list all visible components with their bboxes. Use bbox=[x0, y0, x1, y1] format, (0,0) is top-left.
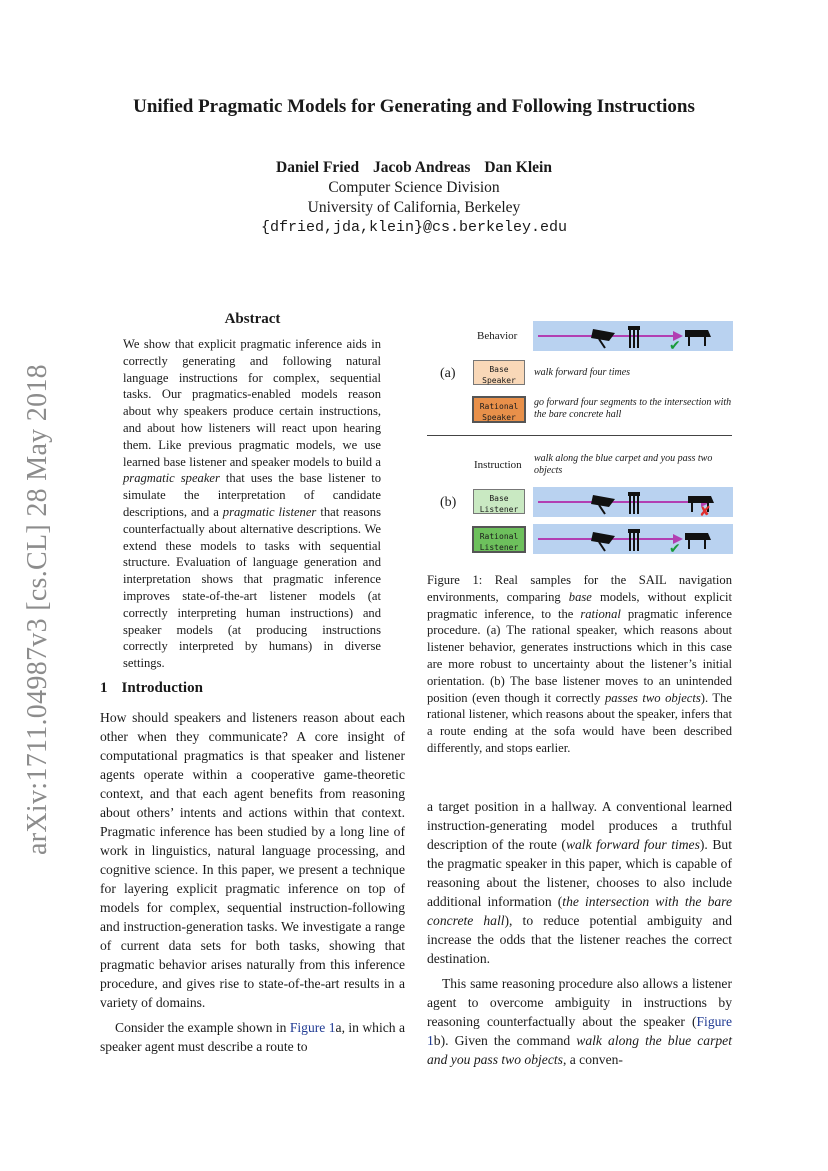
paper-title: Unified Pragmatic Models for Generating and Following Instructions bbox=[133, 96, 695, 117]
text-emphasis: walk along the blue carpet and you pass two objects bbox=[427, 1033, 732, 1067]
base-listener-box: Base Listener bbox=[473, 489, 525, 514]
check-icon: ✔ bbox=[669, 338, 681, 351]
caption-emphasis: rational bbox=[580, 606, 621, 621]
author-names bbox=[0, 158, 828, 178]
abstract-text bbox=[123, 336, 381, 672]
base-listener-strip bbox=[533, 487, 733, 517]
text-span: a target position in a hallway. A conventional learned instruction-generating model produces a truthful description of the route ( bbox=[427, 799, 732, 852]
instruction-text: walk along the blue carpet and you pass two objects bbox=[534, 453, 713, 476]
rational-speaker-box: Rational Speaker bbox=[472, 396, 526, 423]
caption-span: ). The rational listener, which reasons about the speaker, infers that a route ending at the sofa would have been described differently, and stops earlier. bbox=[427, 690, 733, 755]
caption-span: models, without explicit pragmatic inference, to the bbox=[427, 589, 732, 621]
text-span: ). But the pragmatic speaker in this paper, which is capable of reasoning about the listener, chooses to also include additional information ( bbox=[427, 837, 732, 909]
abstract-emphasis: pragmatic listener bbox=[222, 504, 317, 519]
caption-span: pragmatic inference procedure. (a) The rational speaker, which reasons about listener behavior, generates instructions which in this case are more robust to uncertainty about the listener’s initial orientation. (b) The base listener moves to an unintended position (even though it correctly bbox=[427, 606, 732, 705]
instruction-label: Instruction bbox=[474, 459, 522, 471]
author-email: {dfried,jda,klein}@cs.berkeley.edu bbox=[260, 219, 568, 236]
section-number: 1 bbox=[100, 680, 108, 696]
figure-part-a: (a) bbox=[440, 366, 456, 381]
behavior-label: Behavior bbox=[477, 330, 518, 342]
text-span: This same reasoning procedure also allows a listener agent to overcome ambiguity in instructions by reasoning counterfactually about the speaker ( bbox=[427, 976, 732, 1029]
check-icon: ✔ bbox=[669, 541, 681, 554]
text-emphasis: the intersection with the bare concrete hall bbox=[427, 894, 732, 928]
intro-paragraph bbox=[100, 1018, 405, 1056]
caption-emphasis: passes two objects bbox=[604, 690, 701, 705]
arxiv-stamp: arXiv:1711.04987v3 [cs.CL] 28 May 2018 bbox=[22, 364, 53, 855]
author-name: Dan Klein bbox=[484, 159, 552, 176]
chair-icon bbox=[628, 326, 640, 348]
university: University of California, Berkeley bbox=[307, 199, 521, 216]
text-span: Consider the example shown in bbox=[115, 1020, 290, 1035]
rational-listener-box: Rational Listener bbox=[472, 526, 526, 553]
text-span: a, in which a speaker agent must describe a route to bbox=[100, 1020, 405, 1054]
caption-emphasis: base bbox=[568, 589, 592, 604]
rational-speaker-text: go forward four segments to the intersection with the bare concrete hall bbox=[534, 397, 732, 420]
base-speaker-box: Base Speaker bbox=[473, 360, 525, 385]
author-block bbox=[0, 158, 828, 238]
figure-part-b: (b) bbox=[440, 495, 457, 510]
cross-icon: ✘ bbox=[699, 504, 711, 517]
affiliation: Computer Science Division bbox=[328, 179, 500, 196]
text-span: b). Given the command bbox=[433, 1033, 577, 1048]
abstract-span: that reasons counterfactually about alternative descriptions. We extend these models to tasks with sequential structure. Evaluation of language generation and interpretation shows that pragmatic inference improves state-of-the-art listener models (at correctly interpreting human instructions) and speaker models (at producing instructions correctly interpreted by humans) in diverse settings. bbox=[123, 504, 381, 671]
intro-left-column bbox=[100, 708, 405, 1056]
abstract-span: We show that explicit pragmatic inference aids in correctly generating and following natural language instructions for complex, sequential tasks. Our pragmatics-enabled models reason about why speakers produce certain instructions, and about how listeners will react upon hearing them. Like previous pragmatic models, we use learned base listener and speaker models to build a bbox=[123, 337, 381, 469]
figure-caption bbox=[427, 572, 732, 757]
text-span: ), to reduce potential ambiguity and increase the odds that the listener reaches the correct destination. bbox=[427, 913, 732, 966]
caption-span: Figure 1: Real samples for the SAIL navigation environments, comparing bbox=[427, 573, 732, 604]
section-heading bbox=[100, 680, 217, 697]
intro-paragraph bbox=[427, 797, 732, 968]
text-span: , a conven- bbox=[562, 1052, 623, 1067]
figure-1-link[interactable]: Figure 1 bbox=[427, 1014, 732, 1048]
abstract-span: that uses the base listener to simulate the interpretation of candidate descriptions, and a bbox=[123, 471, 381, 519]
figure-divider bbox=[427, 435, 732, 436]
rational-listener-strip bbox=[533, 524, 733, 554]
intro-paragraph bbox=[427, 974, 732, 1069]
chair-icon bbox=[628, 492, 640, 514]
text-emphasis: walk forward four times bbox=[565, 837, 700, 852]
chair-icon bbox=[628, 529, 640, 551]
figure-1-link[interactable]: Figure 1 bbox=[289, 1020, 336, 1035]
abstract-heading: Abstract bbox=[224, 311, 281, 327]
abstract-emphasis: pragmatic speaker bbox=[123, 471, 220, 486]
behavior-strip bbox=[533, 321, 733, 351]
author-name: Jacob Andreas bbox=[373, 159, 471, 176]
base-speaker-text: walk forward four times bbox=[534, 367, 631, 378]
section-title: Introduction bbox=[121, 680, 203, 696]
intro-paragraph: How should speakers and listeners reason about each other when they communicate? A core insight of computational pragmatics is that speaker and listener agents operate within a cooperative game-theoretic context, and that each agent benefits from reasoning about others’ intents and actions within that context. Pragmatic inference has been studied by a long line of work in linguistics, natural language processing, and cognitive science. In this paper, we present a technique for layering explicit pragmatic inference on top of models for complex, sequential instruction-following and instruction-generation tasks. We investigate a range of current data sets for both tasks, showing that pragmatic behavior arises naturally from this inference procedure, and gives rise to state-of-the-art results in a variety of domains. bbox=[100, 710, 405, 1010]
intro-right-column bbox=[427, 797, 732, 1069]
author-name: Daniel Fried bbox=[276, 159, 360, 176]
